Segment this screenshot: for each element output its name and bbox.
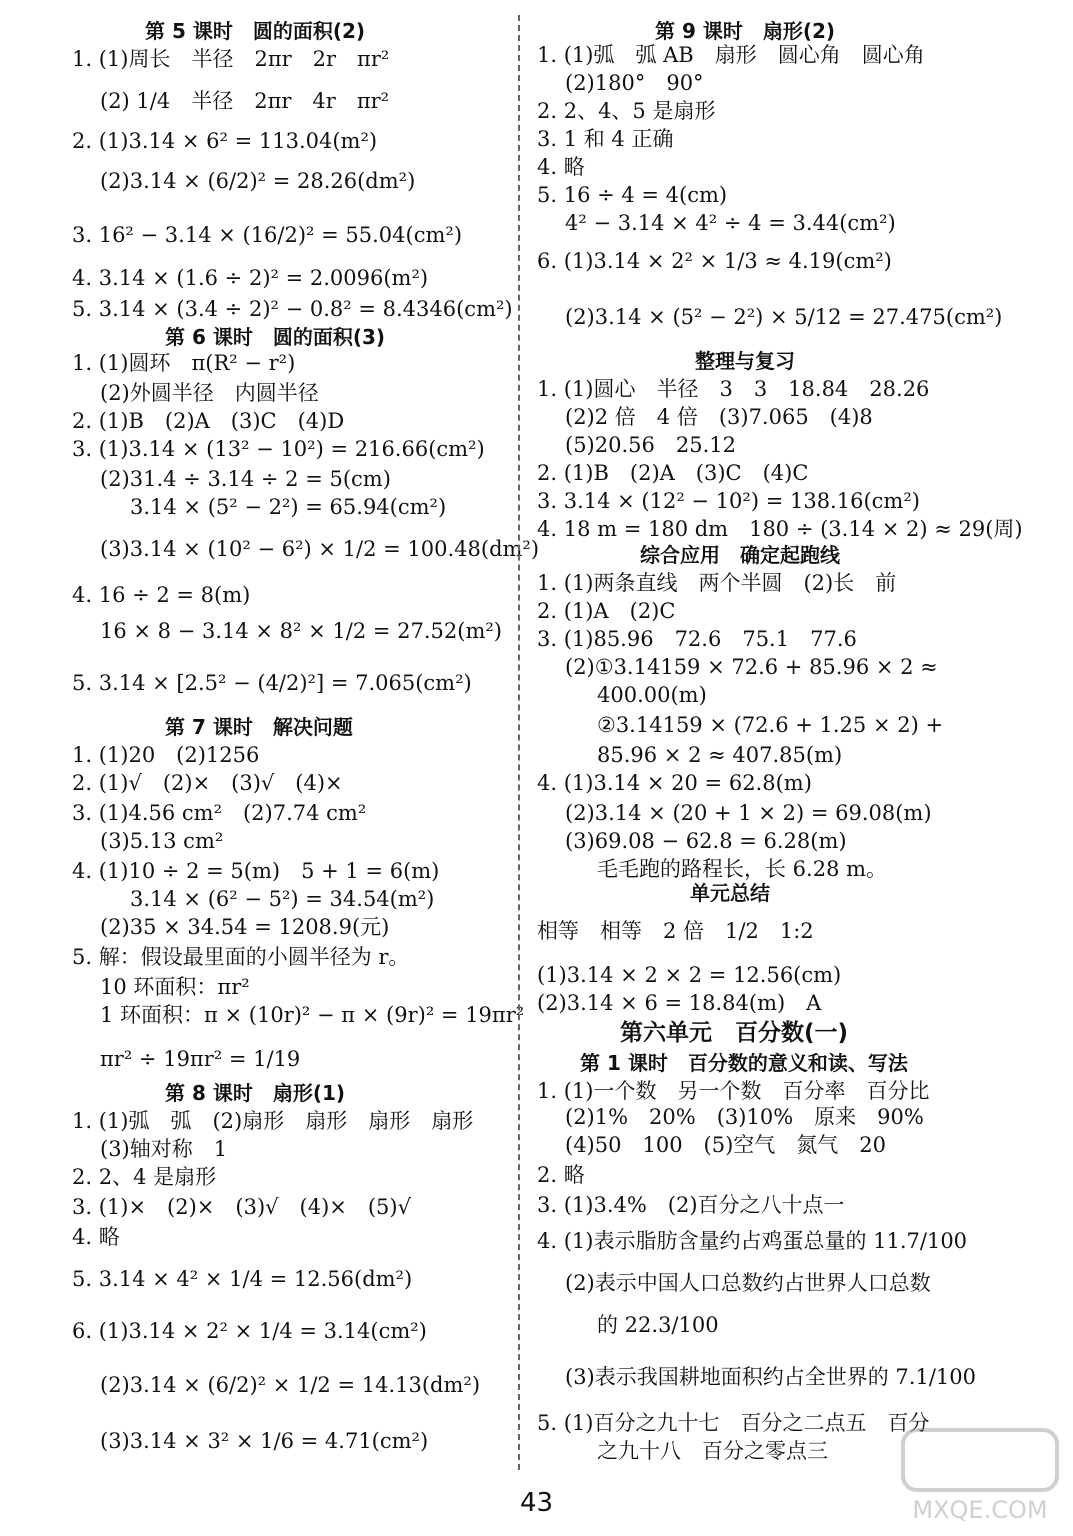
section-heading: 第 8 课时 扇形(1) xyxy=(165,1081,346,1105)
answer-line: 之九十八 百分之零点三 xyxy=(597,1439,828,1463)
answer-line: 5. 3.14 × 4² × 1/4 = 12.56(dm²) xyxy=(72,1267,413,1291)
answer-line: 毛毛跑的路程长，长 6.28 m。 xyxy=(597,857,888,881)
section-heading: 第 1 课时 百分数的意义和读、写法 xyxy=(580,1051,908,1075)
answer-line: (3)表示我国耕地面积约占全世界的 7.1/100 xyxy=(565,1365,976,1389)
section-heading: 综合应用 确定起跑线 xyxy=(640,543,840,567)
answer-line: (3)3.14 × 3² × 1/6 = 4.71(cm²) xyxy=(100,1429,429,1453)
answer-line: 3. (1)85.96 72.6 75.1 77.6 xyxy=(537,627,857,651)
answer-line: 1. (1)20 (2)1256 xyxy=(72,743,260,767)
answer-line: 3. (1)3.14 × (13² − 10²) = 216.66(cm²) xyxy=(72,437,485,461)
answer-line: 4. (1)3.14 × 20 = 62.8(m) xyxy=(537,771,812,795)
answer-line: 3.14 × (5² − 2²) = 65.94(cm²) xyxy=(130,495,447,519)
answer-line: 3. 1 和 4 正确 xyxy=(537,127,674,151)
answer-line: 4² − 3.14 × 4² ÷ 4 = 3.44(cm²) xyxy=(565,211,896,235)
answer-line: 2. (1)B (2)A (3)C (4)D xyxy=(72,409,345,433)
answer-line: (2)表示中国人口总数约占世界人口总数 xyxy=(565,1271,931,1295)
section-heading: 单元总结 xyxy=(690,881,770,905)
answer-line: πr² ÷ 19πr² = 1/19 xyxy=(100,1047,301,1071)
answer-line: 1 环面积：π × (10r)² − π × (9r)² = 19πr² xyxy=(100,1003,525,1027)
answer-line: 6. (1)3.14 × 2² × 1/4 = 3.14(cm²) xyxy=(72,1319,427,1343)
answer-line: 2. 2、4、5 是扇形 xyxy=(537,99,716,123)
answer-line: 4. 略 xyxy=(72,1225,120,1249)
answer-line: (5)20.56 25.12 xyxy=(565,433,736,457)
answer-line: 2. (1)√ (2)× (3)√ (4)× xyxy=(72,771,343,795)
answer-line: 2. 2、4 是扇形 xyxy=(72,1165,217,1189)
answer-line: 4. 16 ÷ 2 = 8(m) xyxy=(72,583,251,607)
answer-line: (2)31.4 ÷ 3.14 ÷ 2 = 5(cm) xyxy=(100,467,391,491)
answer-line: (3)5.13 cm² xyxy=(100,829,224,853)
answer-line: (2)①3.14159 × 72.6 + 85.96 × 2 ≈ xyxy=(565,655,938,679)
answer-line: 3. (1)3.4% (2)百分之八十点一 xyxy=(537,1193,845,1217)
section-heading: 第六单元 百分数(一) xyxy=(620,1020,849,1046)
section-heading: 第 7 课时 解决问题 xyxy=(165,715,353,739)
answer-line: 4. 18 m = 180 dm 180 ÷ (3.14 × 2) ≈ 29(周) xyxy=(537,517,1023,541)
answer-line: 400.00(m) xyxy=(597,683,707,707)
answer-line: 5. 3.14 × [2.5² − (4/2)²] = 7.065(cm²) xyxy=(72,671,472,695)
answer-line: 1. (1)周长 半径 2πr 2r πr² xyxy=(72,47,390,71)
answer-line: 4. (1)10 ÷ 2 = 5(m) 5 + 1 = 6(m) xyxy=(72,859,440,883)
watermark-logo xyxy=(895,1422,1065,1532)
answer-line: 85.96 × 2 ≈ 407.85(m) xyxy=(597,743,843,767)
answer-line: (2)外圆半径 内圆半径 xyxy=(100,381,319,405)
answer-line: 2. (1)3.14 × 6² = 113.04(m²) xyxy=(72,129,378,153)
answer-line: 1. (1)弧 弧 (2)扇形 扇形 扇形 扇形 xyxy=(72,1109,474,1133)
answer-line: (2)3.14 × (20 + 1 × 2) = 69.08(m) xyxy=(565,801,932,825)
answer-line: (2)3.14 × 6 = 18.84(m) A xyxy=(537,991,822,1015)
answer-line: 3.14 × (6² − 5²) = 34.54(m²) xyxy=(130,887,435,911)
answer-line: (3)69.08 − 62.8 = 6.28(m) xyxy=(565,829,847,853)
section-heading: 整理与复习 xyxy=(695,349,795,373)
answer-line: 5. 16 ÷ 4 = 4(cm) xyxy=(537,183,728,207)
section-heading: 第 6 课时 圆的面积(3) xyxy=(165,325,386,349)
answer-line: 16 × 8 − 3.14 × 8² × 1/2 = 27.52(m²) xyxy=(100,619,502,643)
answer-line: (2)3.14 × (5² − 2²) × 5/12 = 27.475(cm²) xyxy=(565,305,1003,329)
answer-line: 3. (1)× (2)× (3)√ (4)× (5)√ xyxy=(72,1195,411,1219)
answer-line: ②3.14159 × (72.6 + 1.25 × 2) + xyxy=(597,713,944,737)
answer-line: 3. 3.14 × (12² − 10²) = 138.16(cm²) xyxy=(537,489,920,513)
answer-line: (3)3.14 × (10² − 6²) × 1/2 = 100.48(dm²) xyxy=(100,537,540,561)
answer-line: 3. 16² − 3.14 × (16/2)² = 55.04(cm²) xyxy=(72,223,463,247)
watermark-text: MXQE.COM xyxy=(912,1496,1048,1524)
answer-line: 4. 略 xyxy=(537,155,585,179)
answer-line: 5. 3.14 × (3.4 ÷ 2)² − 0.8² = 8.4346(cm²) xyxy=(72,297,513,321)
answer-line: (2)3.14 × (6/2)² × 1/2 = 14.13(dm²) xyxy=(100,1373,481,1397)
answer-line: 1. (1)弧 弧 AB 扇形 圆心角 圆心角 xyxy=(537,43,925,67)
answer-line: 5. 解：假设最里面的小圆半径为 r。 xyxy=(72,945,410,969)
answer-line: (2)180° 90° xyxy=(565,71,704,95)
answer-line: 1. (1)圆心 半径 3 3 18.84 28.26 xyxy=(537,377,930,401)
answer-line: 1. (1)一个数 另一个数 百分率 百分比 xyxy=(537,1079,930,1103)
answer-line: (2)1% 20% (3)10% 原来 90% xyxy=(565,1105,924,1129)
answer-line: 4. (1)表示脂肪含量约占鸡蛋总量的 11.7/100 xyxy=(537,1229,968,1253)
answer-line: (1)3.14 × 2 × 2 = 12.56(cm) xyxy=(537,963,842,987)
answer-line: (2)35 × 34.54 = 1208.9(元) xyxy=(100,915,390,939)
answer-line: 3. (1)4.56 cm² (2)7.74 cm² xyxy=(72,801,367,825)
answer-line: 10 环面积：πr² xyxy=(100,975,250,999)
answer-line: (4)50 100 (5)空气 氮气 20 xyxy=(565,1133,887,1157)
answer-line: 1. (1)圆环 π(R² − r²) xyxy=(72,351,296,375)
column-divider xyxy=(518,15,520,1470)
answer-line: 的 22.3/100 xyxy=(597,1313,719,1337)
section-heading: 第 5 课时 圆的面积(2) xyxy=(145,19,366,43)
answer-line: 1. (1)两条直线 两个半圆 (2)长 前 xyxy=(537,571,897,595)
answer-line: (2)2 倍 4 倍 (3)7.065 (4)8 xyxy=(565,405,873,429)
answer-line: 2. (1)A (2)C xyxy=(537,599,676,623)
answer-line: 6. (1)3.14 × 2² × 1/3 ≈ 4.19(cm²) xyxy=(537,249,892,273)
answer-line: 相等 相等 2 倍 1/2 1:2 xyxy=(537,919,814,943)
answer-line: (3)轴对称 1 xyxy=(100,1137,228,1161)
page-number: 43 xyxy=(519,1488,554,1518)
answer-line: 2. 略 xyxy=(537,1163,585,1187)
answer-line: 4. 3.14 × (1.6 ÷ 2)² = 2.0096(m²) xyxy=(72,266,429,290)
answer-line: (2)3.14 × (6/2)² = 28.26(dm²) xyxy=(100,169,416,193)
answer-line: (2) 1/4 半径 2πr 4r πr² xyxy=(100,89,390,113)
section-heading: 第 9 课时 扇形(2) xyxy=(655,19,836,43)
answer-line: 2. (1)B (2)A (3)C (4)C xyxy=(537,461,809,485)
answer-line: 5. (1)百分之九十七 百分之二点五 百分 xyxy=(537,1411,930,1435)
